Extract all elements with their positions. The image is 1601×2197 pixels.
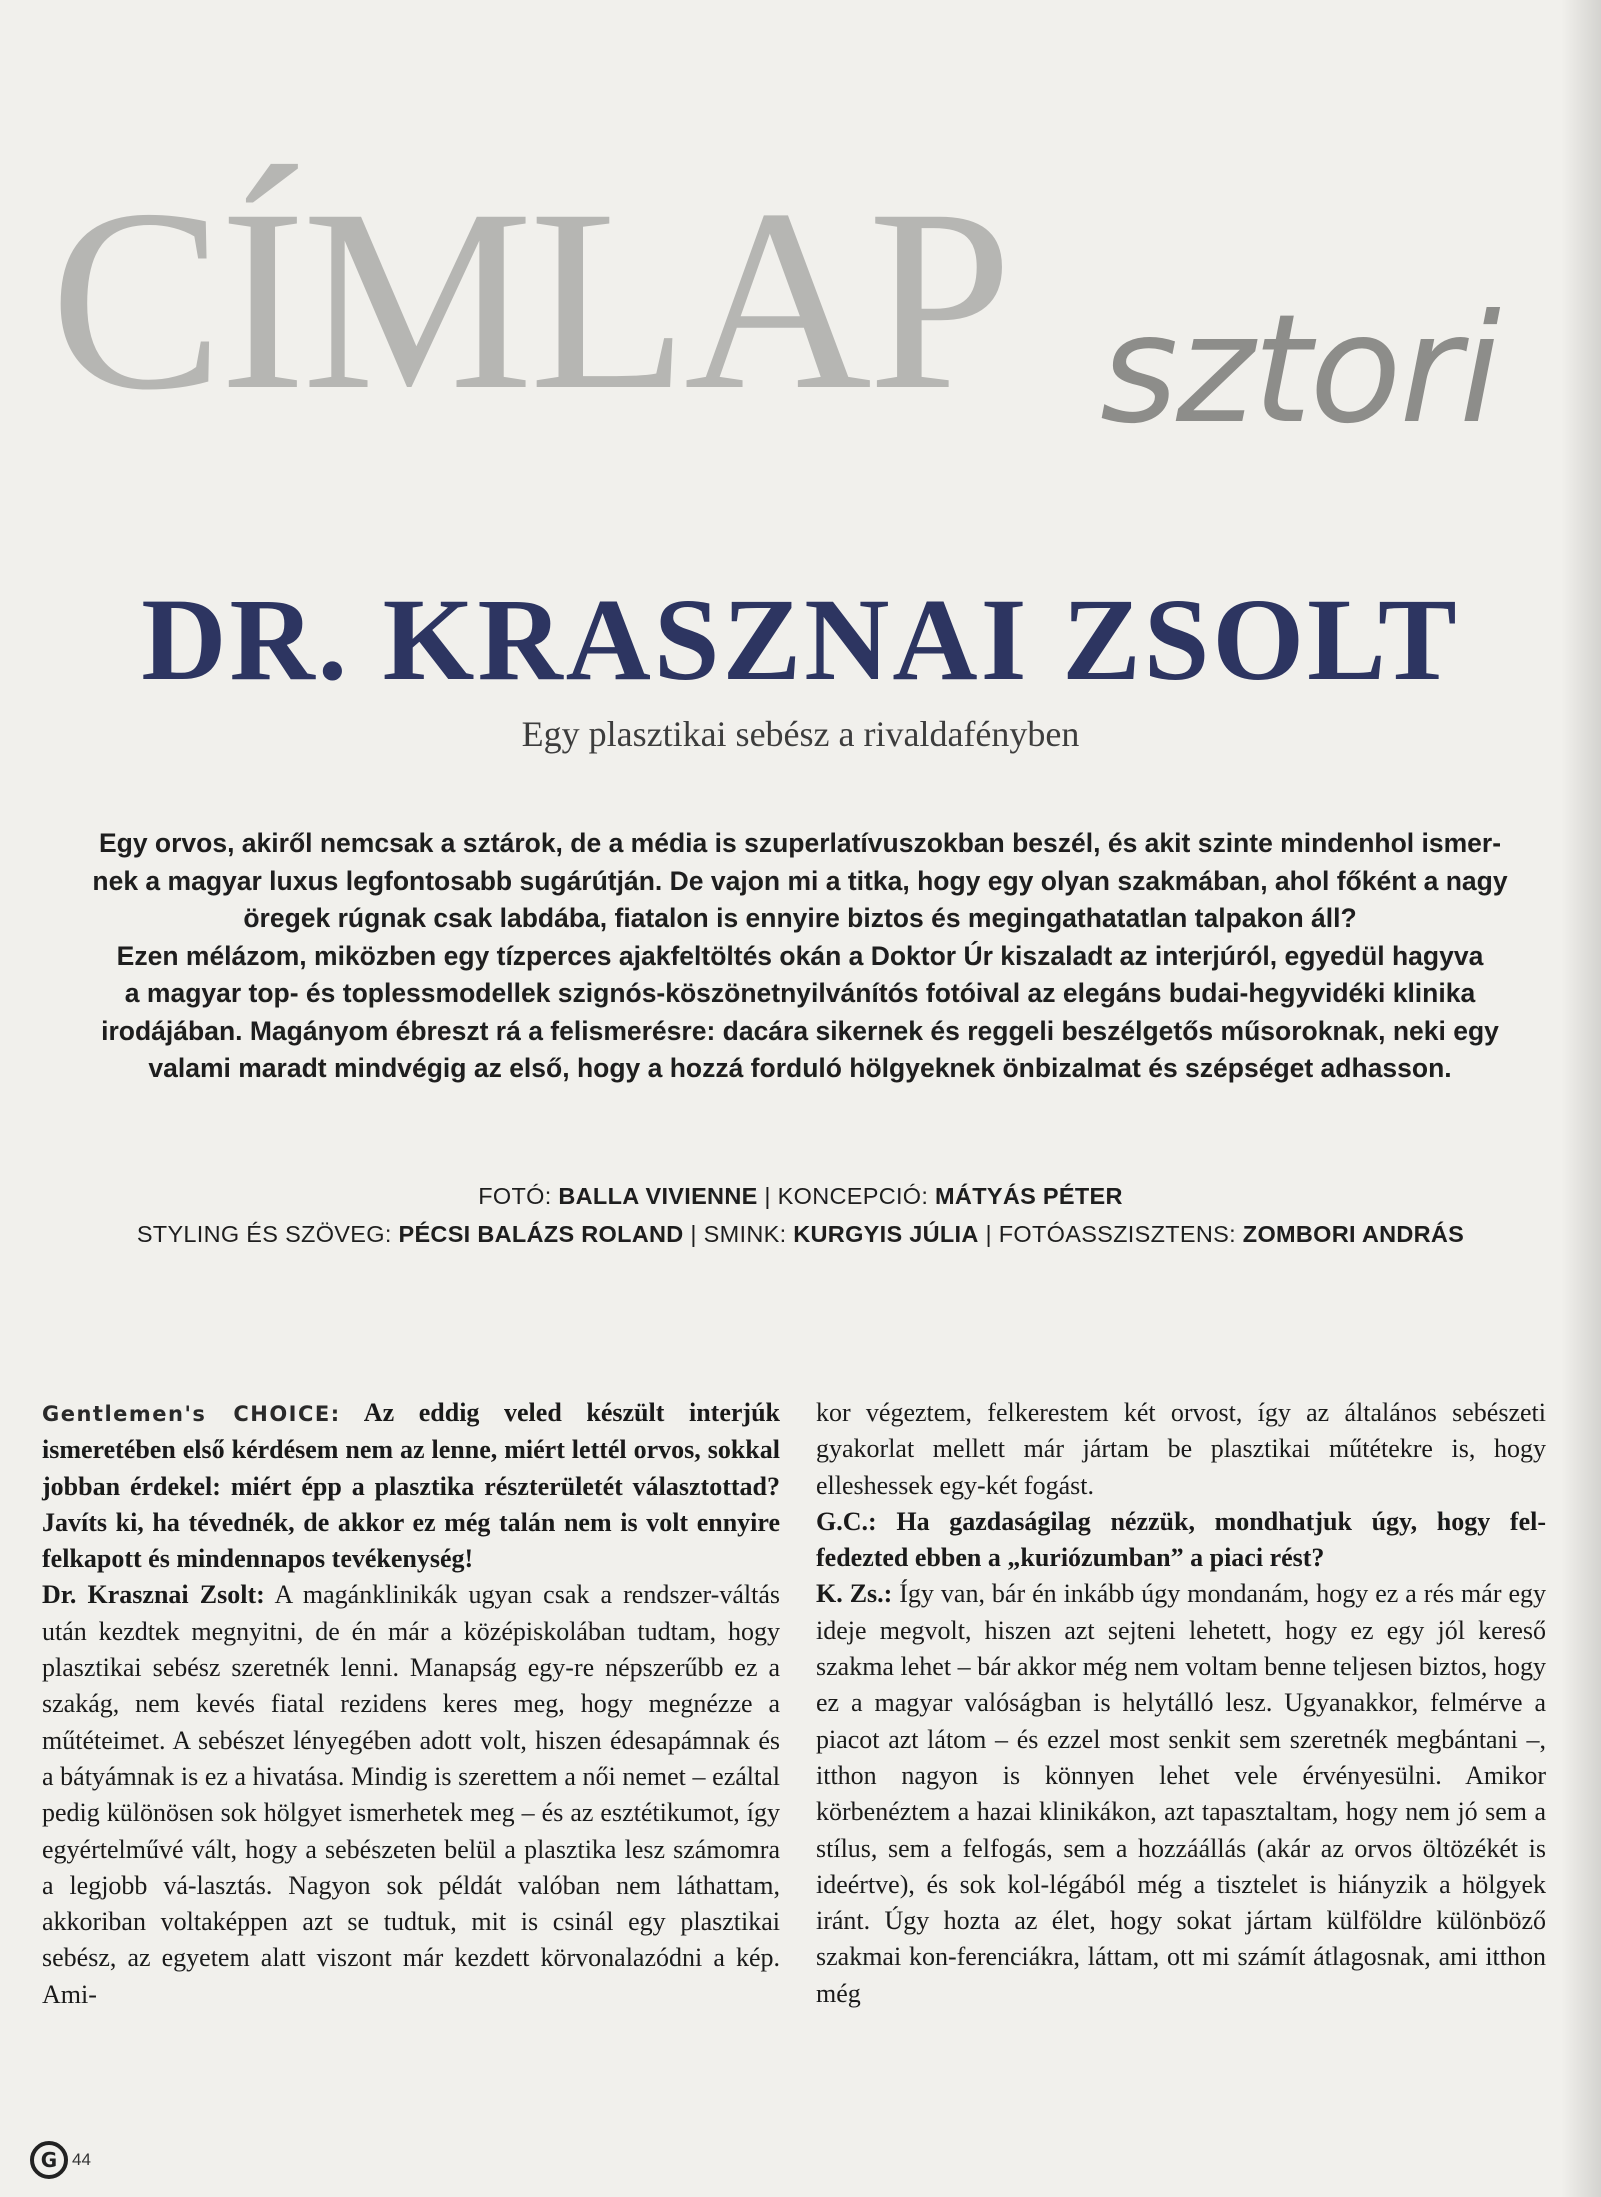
page-footer	[30, 2138, 91, 2182]
intro-line: valami maradt mindvégig az első, hogy a hozzá forduló hölgyeknek önbizalmat és szépséget adhasson.	[148, 1053, 1452, 1083]
subtitle: Egy plasztikai sebész a rivaldafényben	[521, 714, 1080, 754]
credit-separator: |	[978, 1221, 999, 1247]
credit-koncepcio-name: MÁTYÁS PÉTER	[935, 1183, 1123, 1209]
intro-line: a magyar top- és toplessmodellek szignós-köszönetnyilvánítós fotóival az elegáns budai-hegyvidéki klinika	[124, 978, 1476, 1008]
question-label: Gentlemen's CHOICE:	[42, 1402, 341, 1426]
answer-2	[816, 1576, 1546, 2012]
credits-line-1	[0, 1177, 1601, 1215]
intro-line: Egy orvos, akiről nemcsak a sztárok, de a média is szuperlatívuszokban beszél, és akit szinte mindenhol ismer-	[98, 828, 1502, 858]
credits	[0, 1177, 1601, 1253]
section-title-script: sztori	[1100, 283, 1499, 457]
section-title-main: CÍMLAP	[50, 156, 1009, 444]
question-text: Ha gazdaságilag nézzük, mondhatjuk úgy, hogy fel-fedezted ebben a „kuriózumban” a piaci rést?	[816, 1506, 1546, 1573]
magazine-logo-icon: G	[30, 2141, 68, 2179]
credit-koncepcio-label: KONCEPCIÓ:	[777, 1183, 936, 1209]
credit-separator: |	[757, 1183, 778, 1209]
page-number: 44	[72, 2150, 91, 2169]
intro-lead	[44, 825, 1556, 1088]
answer-text: Így van, bár én inkább úgy mondanám, hogy ez a rés már egy ideje megvolt, hiszen azt sejteni lehetett, hogy ez egy jól kereső szakma lehet – bár akkor még nem voltam benne teljesen biztos, hogy ez a magyar valóságban is helytálló lesz. Ugyanakkor, felmérve a piacot azt látom – és ezzel most senkit sem szeretnék megbántani –, itthon nagyon is könnyen lehet vele érvényesülni. Amikor körbenéztem a hazai klinikákon, azt tapasztaltam, hogy nem jó sem a stílus, sem a felfogás, sem a hozzáállás (akár az orvos öltözékét is ideértve), és sok kol-légából még a tisztelet is hiányzik a hölgyek iránt. Úgy hozta az élet, hogy sokat jártam külföldre különböző szakmai kon-ferenciákra, láttam, ott mi számít átlagosnak, ami itthon még	[816, 1579, 1546, 2008]
credit-asszisztens-name: ZOMBORI ANDRÁS	[1242, 1221, 1465, 1247]
credit-styling-label: STYLING ÉS SZÖVEG:	[136, 1221, 399, 1247]
credit-styling-name: PÉCSI BALÁZS ROLAND	[398, 1221, 684, 1247]
intro-line: nek a magyar luxus legfontosabb sugárútján. De vajon mi a titka, hogy egy olyan szakmában, ahol főként a nagy	[92, 865, 1508, 896]
article-column-right	[816, 1395, 1546, 2012]
article-column-left	[42, 1395, 780, 2013]
intro-line: öregek rúgnak csak labdába, fiatalon is ennyire biztos és megingathatatlan talpakon áll?	[243, 903, 1357, 933]
page-edge-shadow	[1561, 0, 1601, 2197]
answer-label: Dr. Krasznai Zsolt:	[42, 1580, 265, 1610]
headline: DR. KRASZNAI ZSOLT	[141, 574, 1460, 705]
section-title	[40, 156, 1560, 520]
answer-1-continued: kor végeztem, felkerestem két orvost, így az általános sebészeti gyakorlat mellett már jártam be plasztikai műtétekre is, hogy elleshessek egy-két fogást.	[816, 1398, 1546, 1500]
credit-smink-name: KURGYIS JÚLIA	[793, 1221, 979, 1247]
question-label: G.C.:	[816, 1506, 877, 1536]
answer-label: K. Zs.:	[816, 1579, 893, 1609]
question-1	[42, 1395, 780, 1577]
answer-1	[42, 1577, 780, 2013]
question-text: Az eddig veled készült interjúk ismeretében első kérdésem nem az lenne, miért lettél orvos, sokkal jobban érdekel: miért épp a plasztika részterületét választottad? Javíts ki, ha tévednék, de akkor ez még talán nem is volt ennyire felkapott és mindennapos tevékenység!	[42, 1398, 780, 1574]
answer-text: A magánklinikák ugyan csak a rendszer-váltás után kezdtek megnyitni, de én már a középiskolában tudtam, hogy plasztikai sebész szeretnék lenni. Manapság egy-re népszerűbb ez a szakág, nem kevés fiatal rezidens keres meg, hogy megnézze a műtéteimet. A sebészet lényegében adott volt, hiszen édesapámnak és a bátyámnak is ez a hivatása. Mindig is szerettem a női nemet – ezáltal pedig különösen sok hölgyet ismerhetek meg – és az esztétikumot, így egyértelművé vált, hogy a sebészeten belül a plasztika lesz számomra a legjobb vá-lasztás. Nagyon sok példát valóban nem láthattam, akkoriban voltaképpen azt se tudtuk, mit is csinál egy plasztikai sebész, az egyetem alatt viszont már kezdett körvonalazódni a kép. Ami-	[42, 1580, 780, 2009]
credit-foto-label: FOTÓ:	[478, 1183, 559, 1209]
question-2	[816, 1504, 1546, 1577]
credit-separator: |	[683, 1221, 704, 1247]
credit-foto-name: BALLA VIVIENNE	[558, 1183, 758, 1209]
credits-line-2	[0, 1215, 1601, 1253]
credit-asszisztens-label: FOTÓASSZISZTENS:	[998, 1221, 1243, 1247]
intro-line: irodájában. Magányom ébreszt rá a felismerésre: dacára sikernek és reggeli beszélgetős műsoroknak, neki egy	[101, 1015, 1499, 1046]
credit-smink-label: SMINK:	[703, 1221, 794, 1247]
intro-line: Ezen mélázom, miközben egy tízperces ajakfeltöltés okán a Doktor Úr kiszaladt az interjúról, egyedül hagyva	[116, 940, 1484, 971]
